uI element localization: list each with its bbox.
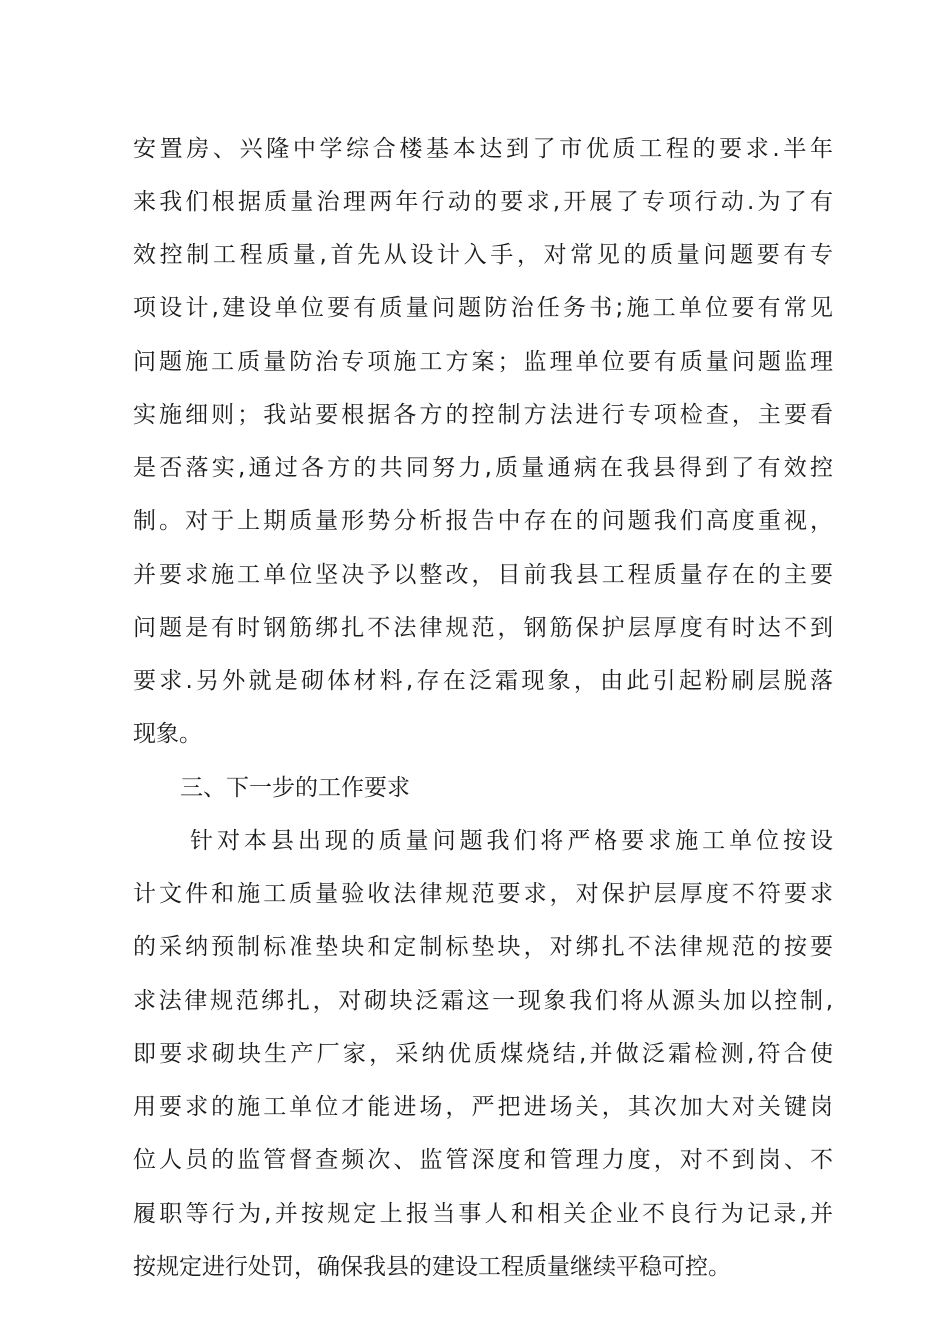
text-line: 问题施工质量防治专项施工方案；监理单位要有质量问题监理: [133, 349, 833, 375]
text-line: 用要求的施工单位才能进场，严把进场关，其次加大对关键岗: [133, 1094, 833, 1120]
text-line: 问题是有时钢筋绑扎不法律规范，钢筋保护层厚度有时达不到: [133, 615, 833, 641]
text-line: 来我们根据质量治理两年行动的要求,开展了专项行动.为了有: [133, 189, 833, 215]
text-line: 求法律规范绑扎，对砌块泛霜这一现象我们将从源头加以控制,: [133, 988, 833, 1014]
text-line: 项设计,建设单位要有质量问题防治任务书;施工单位要有常见: [133, 295, 833, 321]
text-line: 效控制工程质量,首先从设计入手，对常见的质量问题要有专: [133, 242, 833, 268]
text-line: 现象。: [133, 721, 202, 747]
text-line: 实施细则；我站要根据各方的控制方法进行专项检查，主要看: [133, 402, 833, 428]
text-line: 安置房、兴隆中学综合楼基本达到了市优质工程的要求.半年: [133, 136, 833, 162]
text-line: 按规定进行处罚，确保我县的建设工程质量继续平稳可控。: [133, 1254, 731, 1280]
text-line: 制。对于上期质量形势分析报告中存在的问题我们高度重视，: [133, 508, 833, 534]
text-line: 即要求砌块生产厂家，采纳优质煤烧结,并做泛霜检测,符合使: [133, 1041, 833, 1067]
text-line: 针对本县出现的质量问题我们将严格要求施工单位按设: [190, 828, 833, 854]
text-line: 要求.另外就是砌体材料,存在泛霜现象，由此引起粉刷层脱落: [133, 668, 833, 694]
text-line: 的采纳预制标准垫块和定制标垫块，对绑扎不法律规范的按要: [133, 934, 833, 960]
text-line: 履职等行为,并按规定上报当事人和相关企业不良行为记录,并: [133, 1201, 833, 1227]
text-line: 并要求施工单位坚决予以整改，目前我县工程质量存在的主要: [133, 562, 833, 588]
section-heading: 三、下一步的工作要求: [180, 775, 410, 801]
text-line: 计文件和施工质量验收法律规范要求，对保护层厚度不符要求: [133, 881, 833, 907]
text-line: 位人员的监管督查频次、监管深度和管理力度，对不到岗、不: [133, 1147, 833, 1173]
text-line: 是否落实,通过各方的共同努力,质量通病在我县得到了有效控: [133, 455, 833, 481]
